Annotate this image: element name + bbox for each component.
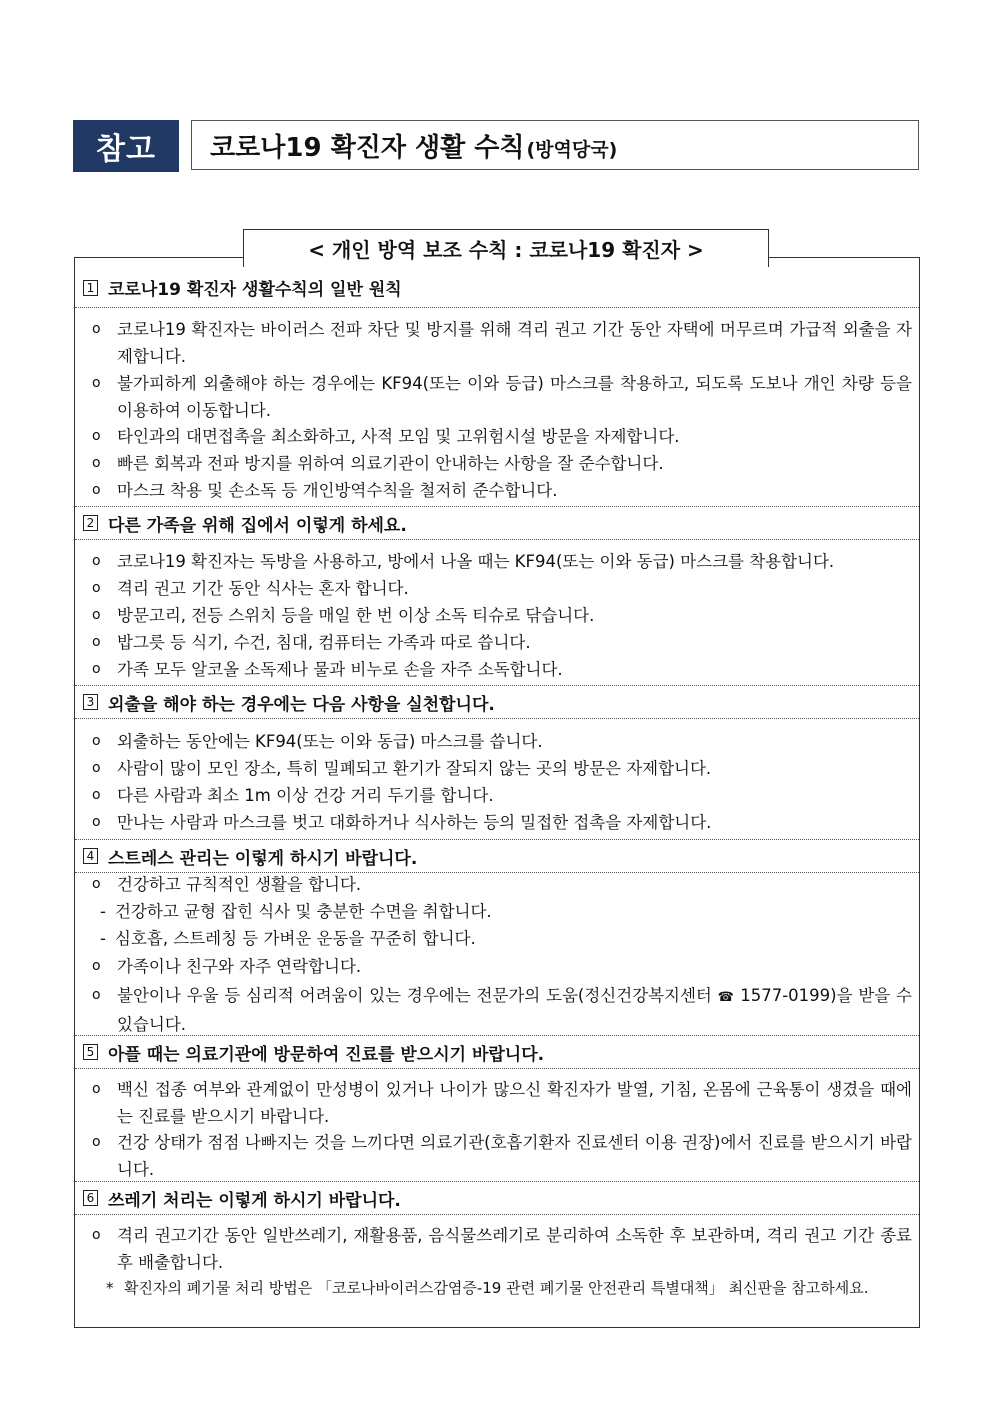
list-item: o 빠른 회복과 전파 방지를 위하여 의료기관이 안내하는 사항을 잘 준수합니다. xyxy=(92,454,664,473)
list-item: o 건강 상태가 점점 나빠지는 것을 느끼다면 의료기관(호흡기환자 진료센터 이용 권장)에서 진료를 받으시기 바랍니다. xyxy=(92,1133,912,1179)
section-4-header xyxy=(75,839,919,873)
reference-tag: 참고 xyxy=(73,120,179,172)
list-item: o 코로나19 확진자는 독방을 사용하고, 방에서 나올 때는 KF94(또는 이와 동급) 마스크를 착용합니다. xyxy=(92,552,835,571)
list-item: o 외출하는 동안에는 KF94(또는 이와 동급) 마스크를 씁니다. xyxy=(92,732,543,751)
list-item: o 불가피하게 외출해야 하는 경우에는 KF94(또는 이와 등급) 마스크를 착용하고, 되도록 도보나 개인 차량 등을 이용하여 이동합니다. xyxy=(92,374,912,420)
section-5-title: 아플 때는 의료기관에 방문하여 진료를 받으시기 바랍니다. xyxy=(108,1044,545,1065)
list-item: o 가족 모두 알코올 소독제나 물과 비누로 손을 자주 소독합니다. xyxy=(92,660,563,679)
phone-icon: ☎ xyxy=(717,990,735,1005)
section-6-number: 6 xyxy=(83,1190,98,1206)
list-item: o 타인과의 대면접촉을 최소화하고, 사적 모임 및 고위험시설 방문을 자제합니다. xyxy=(92,427,680,446)
section-4-title: 스트레스 관리는 이렇게 하시기 바랍니다. xyxy=(108,848,418,869)
section-2-title: 다른 가족을 위해 집에서 이렇게 하세요. xyxy=(108,515,407,536)
section-4-number: 4 xyxy=(83,848,98,864)
section-5-header xyxy=(75,1035,919,1069)
list-item: o 불안이나 우울 등 심리적 어려움이 있는 경우에는 전문가의 도움(정신건강복지센터 ☎ 1577-0199)을 받을 수 있습니다. xyxy=(92,986,912,1034)
list-item: o 다른 사람과 최소 1m 이상 건강 거리 두기를 합니다. xyxy=(92,786,494,805)
page-header xyxy=(73,120,921,172)
sub-item: - 건강하고 균형 잡힌 식사 및 충분한 수면을 취합니다. xyxy=(100,902,492,921)
list-item: o 사람이 많이 모인 장소, 특히 밀폐되고 환기가 잘되지 않는 곳의 방문은 자제합니다. xyxy=(92,759,712,778)
page-title-source: (방역당국) xyxy=(526,138,618,161)
footnote: * 확진자의 폐기물 처리 방법은 「코로나바이러스감염증-19 관련 폐기물 안전관리 특별대책」 최신판을 참고하세요. xyxy=(106,1279,869,1297)
section-1-number: 1 xyxy=(83,280,98,296)
section-6-header xyxy=(75,1181,919,1215)
list-item: o 밥그릇 등 식기, 수건, 침대, 컴퓨터는 가족과 따로 씁니다. xyxy=(92,633,531,652)
list-item: o 격리 권고기간 동안 일반쓰레기, 재활용품, 음식물쓰레기로 분리하여 소독한 후 보관하며, 격리 권고 기간 종료 후 배출합니다. xyxy=(92,1226,912,1272)
list-item: o 건강하고 규칙적인 생활을 합니다. xyxy=(92,875,362,894)
box-title: < 개인 방역 보조 수칙 : 코로나19 확진자 > xyxy=(243,229,769,267)
list-item: o 가족이나 친구와 자주 연락합니다. xyxy=(92,957,362,976)
list-item: o 코로나19 확진자는 바이러스 전파 차단 및 방지를 위해 격리 권고 기간 동안 자택에 머무르며 가급적 외출을 자제합니다. xyxy=(92,320,912,366)
list-item: o 격리 권고 기간 동안 식사는 혼자 합니다. xyxy=(92,579,409,598)
page-title: 코로나19 확진자 생활 수칙 xyxy=(210,132,525,163)
section-5-number: 5 xyxy=(83,1044,98,1060)
list-item: o 마스크 착용 및 손소독 등 개인방역수칙을 철저히 준수합니다. xyxy=(92,481,558,500)
section-6-title: 쓰레기 처리는 이렇게 하시기 바랍니다. xyxy=(108,1190,401,1211)
sub-item: - 심호흡, 스트레칭 등 가벼운 운동을 꾸준히 합니다. xyxy=(100,929,476,948)
list-item: o 백신 접종 여부와 관계없이 만성병이 있거나 나이가 많으신 확진자가 발열, 기침, 온몸에 근육통이 생겼을 때에는 진료를 받으시기 바랍니다. xyxy=(92,1080,912,1126)
section-1-title: 코로나19 확진자 생활수칙의 일반 원칙 xyxy=(108,280,402,300)
section-1-header xyxy=(75,268,919,308)
section-3-number: 3 xyxy=(83,694,98,710)
section-3-title: 외출을 해야 하는 경우에는 다음 사항을 실천합니다. xyxy=(108,694,495,715)
section-2-header xyxy=(75,506,919,540)
section-2-number: 2 xyxy=(83,515,98,531)
title-box xyxy=(191,120,919,170)
section-3-header xyxy=(75,685,919,719)
list-item: o 만나는 사람과 마스크를 벗고 대화하거나 식사하는 등의 밀접한 접촉을 자제합니다. xyxy=(92,813,712,832)
list-item: o 방문고리, 전등 스위치 등을 매일 한 번 이상 소독 티슈로 닦습니다. xyxy=(92,606,595,625)
